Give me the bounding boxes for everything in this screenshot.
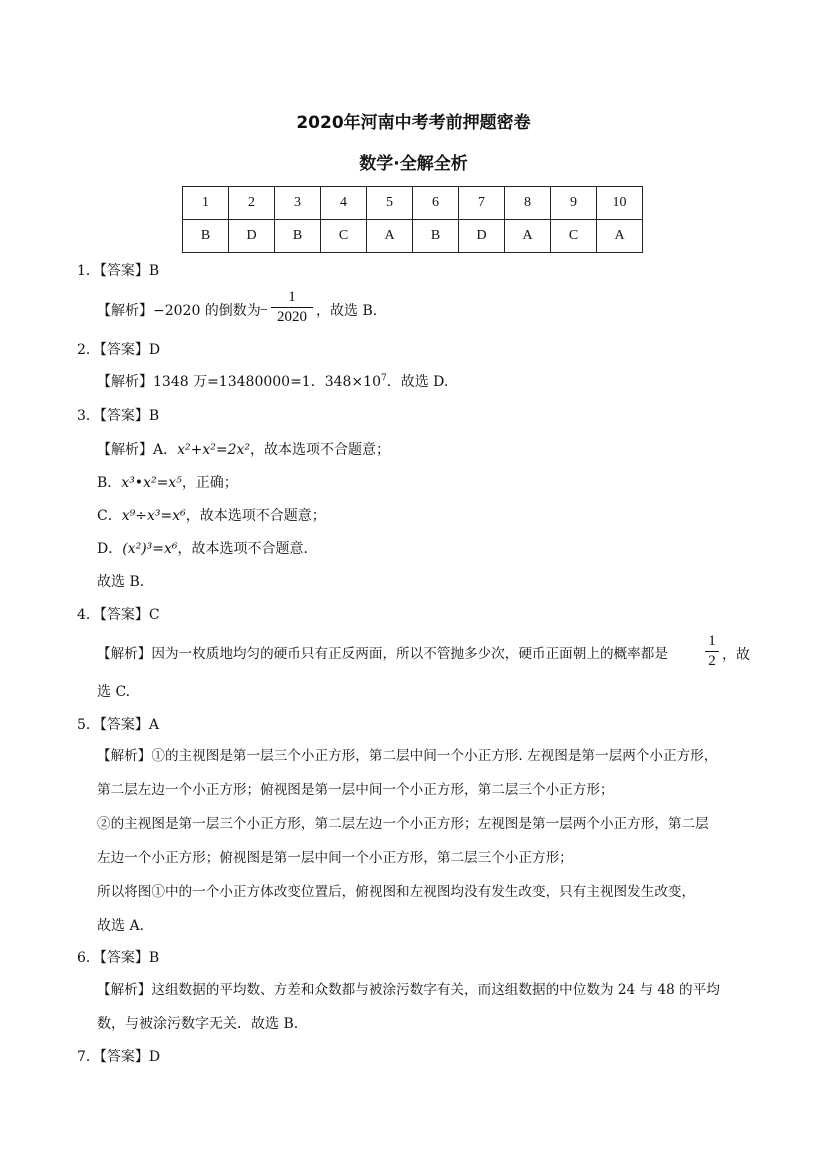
q2-analysis-a: 【解析】1348 万=13480000=1．348×10 [97, 374, 381, 390]
q3-line-b-post: ，正确； [181, 475, 238, 491]
q3-line-d-pre: D． [97, 541, 123, 557]
question-number-cell: 4 [321, 187, 367, 220]
q1-analysis-pre: 【解析】−2020 的倒数为 [97, 303, 261, 319]
question-number-cell: 5 [367, 187, 413, 220]
q6-line: 数，与被涂污数字无关．故选 B. [97, 1016, 299, 1032]
q6-answer: 6．【答案】B [77, 950, 160, 966]
q1-analysis [97, 304, 261, 318]
q4-line2: 选 C. [97, 684, 131, 700]
fraction-bar [705, 651, 719, 652]
answer-table-answer-row [183, 220, 643, 253]
question-number-cell: 6 [413, 187, 459, 220]
q3-line-a-math: x²+x²=2x² [177, 442, 251, 458]
q1-analysis-post: ，故选 B. [316, 303, 378, 319]
answer-cell: C [321, 220, 367, 253]
q1-answer: 1．【答案】B [77, 263, 160, 279]
question-number-cell: 7 [459, 187, 505, 220]
answer-cell: D [459, 220, 505, 253]
q2-exponent: 7 [380, 373, 387, 384]
q1-frac-numerator: 1 [288, 289, 296, 305]
answer-cell: B [413, 220, 459, 253]
question-number-cell: 9 [551, 187, 597, 220]
q1-frac-sign: − [260, 303, 268, 318]
q3-conclusion: 故选 B. [97, 574, 145, 590]
q1-frac-denominator: 2020 [277, 309, 307, 325]
q3-line-a [97, 443, 390, 457]
question-number-cell: 8 [505, 187, 551, 220]
q4-frac-denominator: 2 [708, 653, 716, 669]
q6-line: 【解析】这组数据的平均数、方差和众数都与被涂污数字有关，而这组数据的中位数为 24 与 48 的平均 [97, 982, 720, 998]
q4-tail: ，故 [722, 647, 750, 663]
answer-cell: B [275, 220, 321, 253]
question-number-cell: 10 [597, 187, 643, 220]
q3-line-c-pre: C． [97, 508, 122, 524]
q3-line-a-post: ，故本选项不合题意； [250, 442, 391, 458]
page-subtitle: 数学·全解全析 [359, 154, 468, 174]
answer-cell: A [367, 220, 413, 253]
q3-line-a-pre: 【解析】A． [97, 442, 178, 458]
answer-cell: B [183, 220, 229, 253]
answer-cell: A [597, 220, 643, 253]
fraction-bar [271, 307, 313, 308]
q3-line-c-post: ，故本选项不合题意； [185, 508, 326, 524]
q2-answer: 2．【答案】D [77, 342, 161, 358]
q2-analysis-b: ．故选 D. [386, 374, 449, 390]
q5-line: 【解析】①的主视图是第一层三个小正方形，第二层中间一个小正方形. 左视图是第一层两个小正方形， [97, 748, 718, 764]
q5-line: ②的主视图是第一层三个小正方形，第二层左边一个小正方形；左视图是第一层两个小正方形，第二层 [97, 816, 709, 832]
q4-answer: 4．【答案】C [77, 607, 160, 623]
q3-line-d-post: ，故本选项不合题意． [177, 541, 318, 557]
q5-line: 左边一个小正方形；俯视图是第一层中间一个小正方形，第二层三个小正方形； [97, 850, 573, 866]
page-title: 2020年河南中考考前押题密卷 [296, 113, 531, 133]
q3-line-d [97, 542, 318, 556]
q3-line-c-math: x⁹÷x³=x⁶ [121, 508, 186, 524]
q3-line-d-math: (x²)³=x⁶ [122, 541, 178, 557]
q5-answer: 5．【答案】A [77, 717, 160, 733]
q3-line-c [97, 509, 326, 523]
q1-fraction [271, 290, 313, 325]
q3-answer: 3．【答案】B [77, 408, 160, 424]
q3-line-b [97, 476, 238, 490]
question-number-cell: 1 [183, 187, 229, 220]
answer-cell: D [229, 220, 275, 253]
q2-analysis [97, 375, 448, 389]
q3-line-b-pre: B． [97, 475, 122, 491]
q7-answer: 7．【答案】D [77, 1049, 161, 1065]
answer-cell: C [551, 220, 597, 253]
q4-analysis: 【解析】因为一枚质地均匀的硬币只有正反两面，所以不管抛多少次，硬币正面朝上的概率都是 [97, 646, 668, 662]
question-number-cell: 2 [229, 187, 275, 220]
answer-table-number-row [183, 187, 643, 220]
q4-fraction [705, 634, 719, 669]
q3-line-b-math: x³•x²=x⁵ [121, 475, 182, 491]
q5-line: 故选 A. [97, 918, 145, 934]
answer-cell: A [505, 220, 551, 253]
question-number-cell: 3 [275, 187, 321, 220]
q5-line: 第二层左边一个小正方形；俯视图是第一层中间一个小正方形，第二层三个小正方形； [97, 782, 614, 798]
q5-line: 所以将图①中的一个小正方体改变位置后，俯视图和左视图均没有发生改变，只有主视图发生改变， [97, 884, 696, 900]
q4-frac-numerator: 1 [708, 633, 716, 649]
answer-table [182, 186, 643, 253]
